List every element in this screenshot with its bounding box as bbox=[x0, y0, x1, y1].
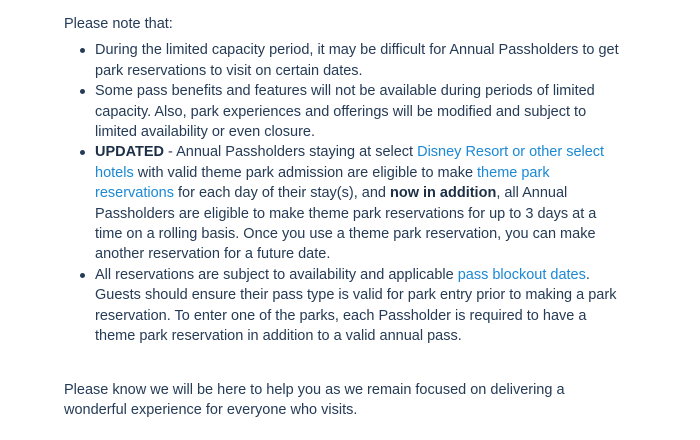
disney-resort-hotels-link[interactable]: Disney Resort or other select hotels bbox=[95, 144, 605, 181]
list-item bbox=[64, 142, 624, 264]
intro-text: Please note that: bbox=[64, 16, 173, 32]
theme-park-reservations-link[interactable]: theme park reservations bbox=[95, 164, 550, 202]
bullet-icon bbox=[80, 150, 85, 155]
bullet-text: Some pass benefits and features will not be available during periods of limited capacity. Also, park experiences and offerings will be modified and subject to limited availability or even closure. bbox=[95, 83, 595, 141]
closing-text: Please know we will be here to help you as we remain focused on delivering a wonderful experience for everyone who visits. bbox=[64, 381, 565, 418]
bullet-icon bbox=[80, 48, 85, 53]
now-in-addition-emphasis: now in addition bbox=[389, 185, 497, 202]
bullet-icon bbox=[80, 273, 85, 278]
list-item bbox=[64, 40, 624, 81]
list-item bbox=[64, 81, 624, 142]
bullet-text: - Annual Passholders staying at select bbox=[164, 144, 418, 161]
bullet-text: for each day of their stay(s), and bbox=[173, 185, 390, 202]
bullet-icon bbox=[80, 89, 85, 94]
bullet-text: , all Annual Passholders are eligible to make theme park reservations for up to 3 days at a time on a rolling basis. Once you use a theme park reservation, you can make another reservation for a future date. bbox=[95, 185, 597, 263]
bullet-text: All reservations are subject to availability and applicable bbox=[95, 266, 458, 283]
pass-blockout-dates-link[interactable]: pass blockout dates bbox=[457, 266, 586, 283]
bullet-text: During the limited capacity period, it may be difficult for Annual Passholders to get park reservations to visit on certain dates. bbox=[95, 42, 619, 79]
bullet-text: . Guests should ensure their pass type is valid for park entry prior to making a park reservation. To enter one of the parks, each Passholder is required to have a theme park reservation in addition to a valid annual pass. bbox=[95, 266, 617, 345]
list-item bbox=[64, 265, 624, 347]
notice-list bbox=[64, 40, 624, 346]
updated-label: UPDATED bbox=[95, 144, 165, 161]
bullet-text: with valid theme park admission are eligible to make bbox=[133, 164, 478, 181]
